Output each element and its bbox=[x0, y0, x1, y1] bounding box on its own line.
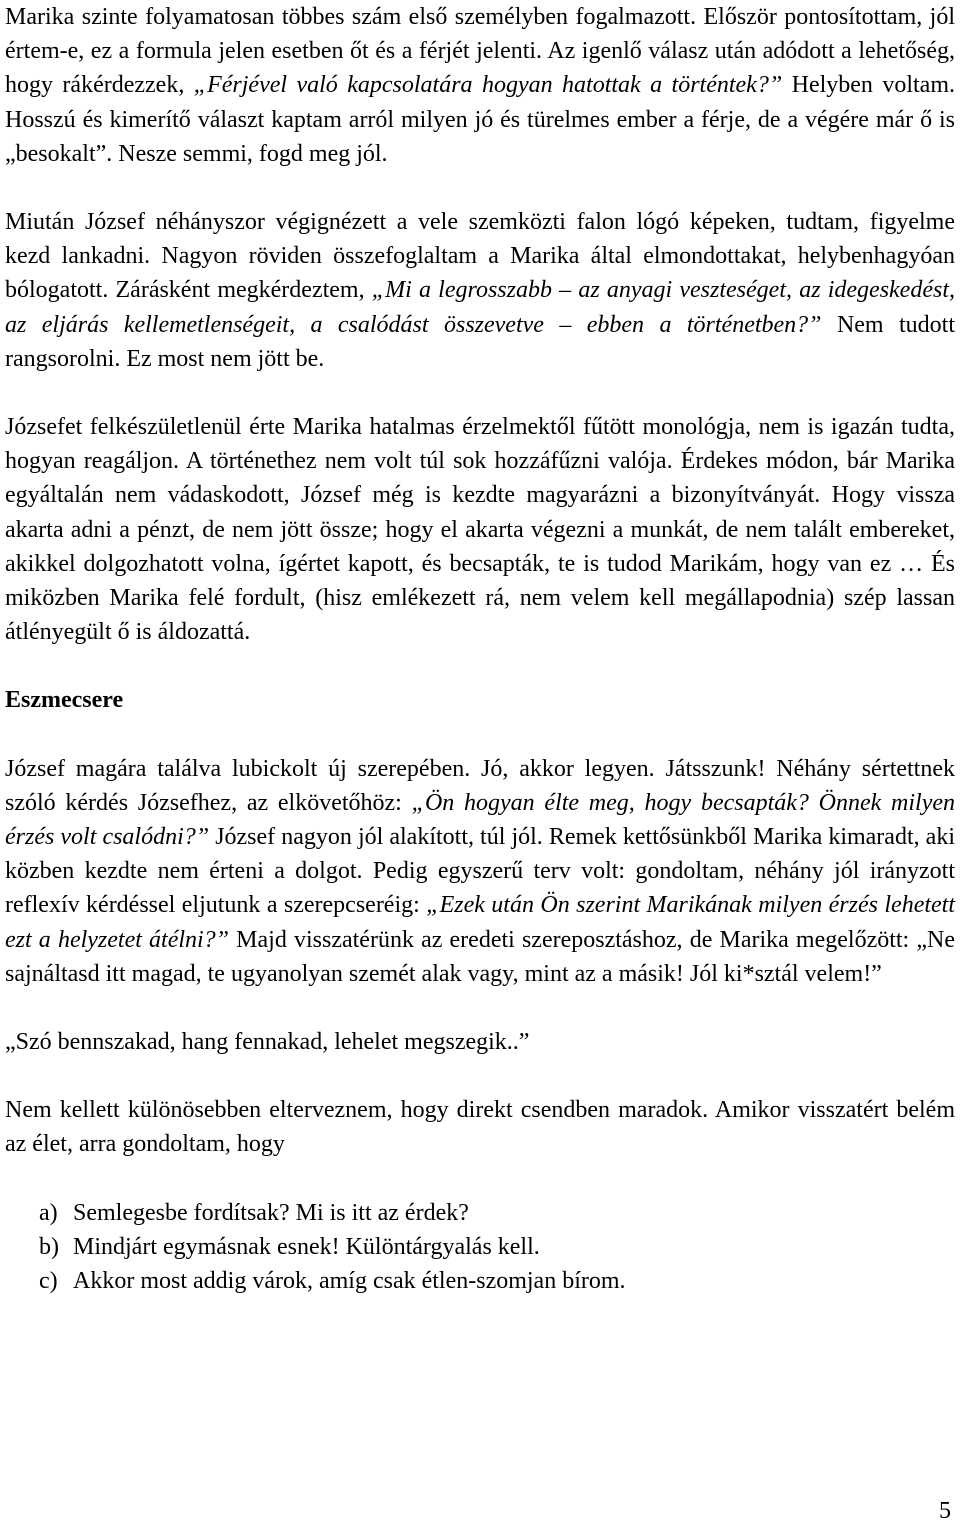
list-item bbox=[5, 1196, 955, 1230]
paragraph-5 bbox=[5, 1093, 955, 1161]
paragraph-3 bbox=[5, 410, 955, 649]
list-item-text: Akkor most addig várok, amíg csak étlen-szomjan bírom. bbox=[73, 1268, 626, 1295]
poem-quote-text: „Szó bennszakad, hang fennakad, lehelet megszegik..” bbox=[5, 1029, 530, 1056]
document-page bbox=[5, 0, 955, 1298]
paragraph-4-question-1: „Ön hogyan élte meg, hogy becsapták? Önnek milyen érzés volt csalódni?” bbox=[5, 789, 956, 851]
paragraph-gap bbox=[5, 171, 955, 205]
paragraph-4-text-a: József magára találva lubickolt új szerepében. Jó, akkor legyen. Játsszunk! Néhány sértettnek szóló kérdés Józsefhez, az elkövetőhöz: bbox=[5, 755, 955, 816]
poem-quote bbox=[5, 1025, 955, 1059]
list-item-text: Mindjárt egymásnak esnek! Különtárgyalás kell. bbox=[73, 1233, 540, 1260]
list-marker: b) bbox=[39, 1233, 59, 1260]
list-marker: c) bbox=[39, 1268, 58, 1295]
page-number: 5 bbox=[939, 1498, 951, 1524]
paragraph-4 bbox=[5, 752, 955, 991]
paragraph-gap bbox=[5, 1162, 955, 1196]
list-item-text: Semlegesbe fordítsak? Mi is itt az érdek? bbox=[73, 1199, 469, 1226]
paragraph-4-question-2: „Ezek után Ön szerint Marikának milyen érzés lehetett ezt a helyzetet átélni?” bbox=[5, 892, 955, 953]
paragraph-4-text-b: József nagyon jól alakított, túl jól. Remek kettősünkből Marika kimaradt, aki közben kezdte nem érteni a dolgot. Pedig egyszerű terv volt: gondoltam, néhány jól irányzott reflexív kérdéssel eljutunk a szerepcseréig: bbox=[5, 824, 955, 919]
paragraph-3-text: Józsefet felkészületlenül érte Marika hatalmas érzelmektől fűtött monológja, nem is igazán tudta, hogyan reagáljon. A történethez nem volt túl sok hozzáfűzni valója. Érdekes módon, bár Marika egyáltalán nem vádaskodott, József még is kezdte magyarázni a bizonyítványát. Hogy vissza akarta adni a pénzt, de nem jött össze; hogy el akarta végezni a munkát, de nem talált embereket, akikkel dolgozhatott volna, ígértet kapott, és becsapták, te is tudod Marikám, hogy van ez … És miközben Marika felé fordult, (hisz emlékezett rá, nem velem kell megállapodnia) szép lassan átlényegült ő is áldozattá. bbox=[5, 414, 955, 646]
paragraph-1-question: „Férjével való kapcsolatára hogyan hatottak a történtek?” bbox=[193, 72, 783, 99]
list-marker: a) bbox=[39, 1199, 58, 1226]
paragraph-1-text-a: Marika szinte folyamatosan többes szám első személyben fogalmazott. Először pontosítottam, jól értem-e, ez a formula jelen esetben őt és a férjét jelenti. Az igenlő válasz után adódott a lehetőség, hogy rákérdezzek, bbox=[5, 4, 955, 99]
paragraph-2-text-b: Nem tudott rangsorolni. Ez most nem jött be. bbox=[5, 311, 956, 372]
paragraph-gap bbox=[5, 718, 955, 752]
paragraph-5-text: Nem kellett különösebben elterveznem, hogy direkt csendben maradok. Amikor visszatért belém az élet, arra gondoltam, hogy bbox=[5, 1097, 955, 1158]
paragraph-gap bbox=[5, 1059, 955, 1093]
paragraph-2 bbox=[5, 205, 955, 376]
paragraph-2-text-a: Miután József néhányszor végignézett a vele szemközti falon lógó képeken, tudtam, figyelme kezd lankadni. Nagyon röviden összefoglaltam a Marika által elmondottakat, helybenhagyóan bólogatott. Zárásként megkérdeztem, bbox=[5, 209, 955, 304]
paragraph-1 bbox=[5, 0, 955, 171]
list-item bbox=[5, 1230, 955, 1264]
section-heading: Eszmecsere bbox=[5, 687, 124, 714]
paragraph-gap bbox=[5, 376, 955, 410]
paragraph-1-text-b: Helyben voltam. Hosszú és kimerítő választ kaptam arról milyen jó és türelmes ember a férje, de a végére már ő is „besokalt”. Nesze semmi, fogd meg jól. bbox=[5, 72, 955, 167]
options-list bbox=[5, 1196, 955, 1299]
paragraph-gap bbox=[5, 649, 955, 683]
paragraph-4-text-c: Majd visszatérünk az eredeti szereposztáshoz, de Marika megelőzött: „Ne sajnáltasd itt magad, te ugyanolyan szemét alak vagy, mint az a másik! Jól ki*sztál velem!” bbox=[5, 926, 955, 987]
list-item bbox=[5, 1264, 955, 1298]
paragraph-2-question: „Mi a legrosszabb – az anyagi veszteséget, az idegeskedést, az eljárás kellemetlenségeit, a csalódást összevetve – ebben a történetben?” bbox=[5, 277, 955, 338]
paragraph-gap bbox=[5, 991, 955, 1025]
